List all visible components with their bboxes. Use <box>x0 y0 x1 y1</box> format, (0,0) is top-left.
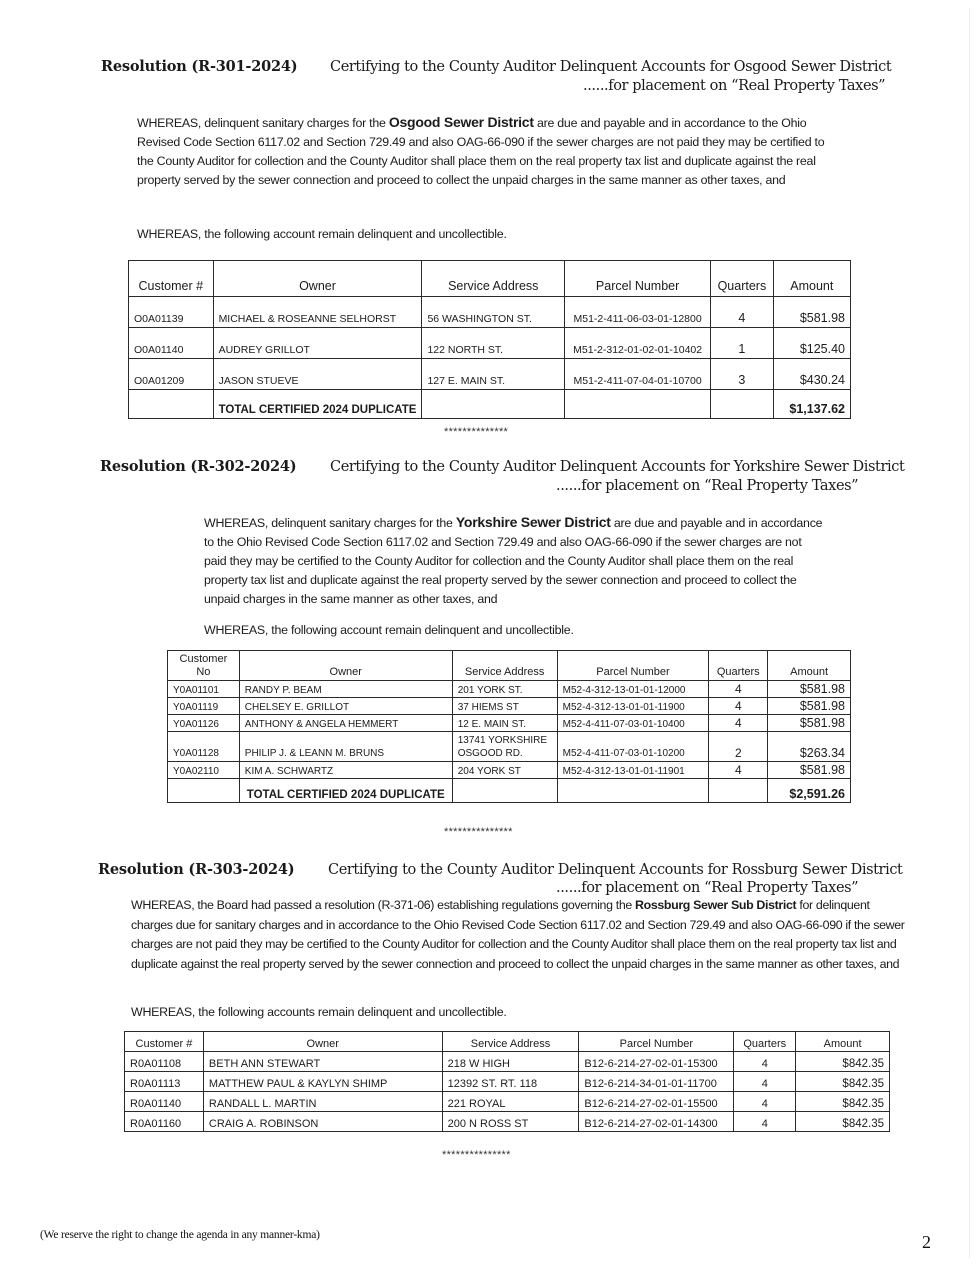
district-name: Osgood Sewer District <box>388 114 534 130</box>
resolution-subtitle: ......for placement on “Real Property Taxes” <box>556 478 859 494</box>
page-number: 2 <box>922 1232 931 1252</box>
header-amount: Amount <box>773 261 850 297</box>
owner: JASON STUEVE <box>213 359 422 390</box>
header-owner: Owner <box>239 651 452 681</box>
service-address: 200 N ROSS ST <box>442 1112 579 1132</box>
table-row <box>125 1072 890 1092</box>
service-address: 122 NORTH ST. <box>422 328 565 359</box>
owner: MATTHEW PAUL & KAYLYN SHIMP <box>203 1072 442 1092</box>
parcel-number: B12-6-214-27-02-01-15300 <box>579 1052 734 1072</box>
whereas-paragraph-1: WHEREAS, delinquent sanitary charges for the Osgood Sewer District are due and payable and in accordance to the Ohio Revised Code Section 6117.02 and Section 729.49 and also OAG-66-090 if the sewer charges are not paid they may be certified to the County Auditor for collection and the County Auditor shall place them on the real property tax list and duplicate against the real property served by the sewer connection and proceed to collect the unpaid charges in the same manner as other taxes, and <box>137 114 825 187</box>
service-address: 12392 ST. RT. 118 <box>442 1072 579 1092</box>
owner: BETH ANN STEWART <box>203 1052 442 1072</box>
quarters: 4 <box>734 1092 796 1112</box>
empty-cell <box>168 779 240 803</box>
amount: $842.35 <box>796 1072 890 1092</box>
section-separator: *************** <box>442 1149 511 1161</box>
header-quarters: Quarters <box>711 261 774 297</box>
table-row <box>125 1092 890 1112</box>
customer-id: R0A01140 <box>125 1092 204 1112</box>
amount: $581.98 <box>768 715 851 732</box>
owner: MICHAEL & ROSEANNE SELHORST <box>213 297 422 328</box>
table-row <box>125 1052 890 1072</box>
header-service-address: Service Address <box>442 1032 579 1052</box>
service-address: 204 YORK ST <box>452 762 557 779</box>
empty-cell <box>422 390 565 419</box>
amount: $125.40 <box>773 328 850 359</box>
header-owner: Owner <box>203 1032 442 1052</box>
resolution-subtitle: ......for placement on “Real Property Taxes” <box>583 78 886 94</box>
header-service-address: Service Address <box>452 651 557 681</box>
header-quarters: Quarters <box>709 651 768 681</box>
owner: PHILIP J. & LEANN M. BRUNS <box>239 732 452 762</box>
section-separator: ************** <box>444 426 509 438</box>
service-address: 56 WASHINGTON ST. <box>422 297 565 328</box>
table-row <box>129 328 851 359</box>
parcel-number: M52-4-411-07-03-01-10200 <box>557 732 709 762</box>
page-edge <box>969 8 970 1258</box>
owner: ANTHONY & ANGELA HEMMERT <box>239 715 452 732</box>
service-address: 13741 YORKSHIRE OSGOOD RD. <box>452 732 557 762</box>
parcel-number: M51-2-312-01-02-01-10402 <box>565 328 711 359</box>
owner: KIM A. SCHWARTZ <box>239 762 452 779</box>
district-name: Rossburg Sewer Sub District <box>635 898 797 912</box>
customer-id: Y0A02110 <box>168 762 240 779</box>
customer-id: Y0A01101 <box>168 681 240 698</box>
owner: RANDALL L. MARTIN <box>203 1092 442 1112</box>
parcel-number: M52-4-312-13-01-01-12000 <box>557 681 709 698</box>
resolution-number: Resolution (R-303-2024) <box>98 861 295 878</box>
header-customer: Customer # <box>125 1032 204 1052</box>
parcel-number: M51-2-411-07-04-01-10700 <box>565 359 711 390</box>
customer-id: O0A01209 <box>129 359 214 390</box>
parcel-number: M52-4-312-13-01-01-11900 <box>557 698 709 715</box>
parcel-number: B12-6-214-27-02-01-15500 <box>579 1092 734 1112</box>
table-row <box>168 681 851 698</box>
empty-cell <box>565 390 711 419</box>
whereas-paragraph-1: WHEREAS, delinquent sanitary charges for the Yorkshire Sewer District are due and payable and in accordance to the Ohio Revised Code Section 6117.02 and Section 729.49 and also OAG-66-090 if the sewer charges are not paid they may be certified to the County Auditor for collection and the County Auditor shall place them on the real property tax list and duplicate against the real property served by the sewer connection and proceed to collect the unpaid charges in the same manner as other taxes, and <box>204 514 823 606</box>
footer-disclaimer: (We reserve the right to change the agenda in any manner-kma) <box>40 1229 320 1241</box>
empty-cell <box>709 779 768 803</box>
quarters: 4 <box>711 297 774 328</box>
customer-id: R0A01108 <box>125 1052 204 1072</box>
table-header-row <box>125 1032 890 1052</box>
resolution-subtitle: ......for placement on “Real Property Taxes” <box>556 880 859 896</box>
service-address: 127 E. MAIN ST. <box>422 359 565 390</box>
customer-id: O0A01139 <box>129 297 214 328</box>
customer-id: R0A01113 <box>125 1072 204 1092</box>
customer-id: O0A01140 <box>129 328 214 359</box>
table-row <box>168 762 851 779</box>
amount: $842.35 <box>796 1092 890 1112</box>
whereas-paragraph-2: WHEREAS, the following account remain delinquent and uncollectible. <box>137 227 507 241</box>
header-quarters: Quarters <box>734 1032 796 1052</box>
customer-id: Y0A01126 <box>168 715 240 732</box>
amount: $581.98 <box>768 698 851 715</box>
table-header-row <box>168 651 851 681</box>
amount: $842.35 <box>796 1112 890 1132</box>
quarters: 4 <box>709 698 768 715</box>
empty-cell <box>711 390 774 419</box>
header-service-address: Service Address <box>422 261 565 297</box>
quarters: 4 <box>709 681 768 698</box>
whereas-paragraph-2: WHEREAS, the following accounts remain delinquent and uncollectible. <box>131 1005 507 1019</box>
service-address: 218 W HIGH <box>442 1052 579 1072</box>
header-parcel-number: Parcel Number <box>557 651 709 681</box>
table-row <box>129 359 851 390</box>
owner: CRAIG A. ROBINSON <box>203 1112 442 1132</box>
quarters: 2 <box>709 732 768 762</box>
amount: $581.98 <box>768 762 851 779</box>
resolution-number: Resolution (R-302-2024) <box>100 458 297 475</box>
header-customer: Customer No <box>168 651 240 681</box>
customer-id: Y0A01119 <box>168 698 240 715</box>
amount: $430.24 <box>773 359 850 390</box>
parcel-number: B12-6-214-27-02-01-14300 <box>579 1112 734 1132</box>
service-address: 12 E. MAIN ST. <box>452 715 557 732</box>
whereas-paragraph-1: WHEREAS, the Board had passed a resolution (R-371-06) establishing regulations governing the Rossburg Sewer Sub District for delinquent charges due for sanitary charges and in accordance to the Ohio Revised Code Section 6117.02 and Section 729.49 and also OAG-66-090 if the sewer charges are not paid they may be certified to the County Auditor for collection and the County Auditor shall place them on the real property tax list and duplicate against the real property served by the sewer connection and proceed to collect the unpaid charges in the same manner as other taxes, and <box>131 898 905 971</box>
parcel-number: M51-2-411-06-03-01-12800 <box>565 297 711 328</box>
total-amount: $1,137.62 <box>773 390 850 419</box>
parcel-number: B12-6-214-34-01-01-11700 <box>579 1072 734 1092</box>
service-address: 37 HIEMS ST <box>452 698 557 715</box>
service-address: 201 YORK ST. <box>452 681 557 698</box>
total-label: TOTAL CERTIFIED 2024 DUPLICATE <box>213 390 422 419</box>
resolution-title: Certifying to the County Auditor Delinquent Accounts for Yorkshire Sewer District <box>330 459 905 475</box>
total-amount: $2,591.26 <box>768 779 851 803</box>
quarters: 4 <box>709 762 768 779</box>
quarters: 4 <box>734 1052 796 1072</box>
table-header-row <box>129 261 851 297</box>
table-row <box>168 715 851 732</box>
table-row <box>168 732 851 762</box>
section-separator: *************** <box>444 826 513 838</box>
quarters: 3 <box>711 359 774 390</box>
resolution-number: Resolution (R-301-2024) <box>101 58 298 75</box>
empty-cell <box>452 779 557 803</box>
table-total-row <box>168 779 851 803</box>
delinquent-accounts-table <box>167 650 851 803</box>
district-name: Yorkshire Sewer District <box>455 514 611 530</box>
header-customer: Customer # <box>129 261 214 297</box>
table-total-row <box>129 390 851 419</box>
quarters: 1 <box>711 328 774 359</box>
amount: $581.98 <box>768 681 851 698</box>
parcel-number: M52-4-411-07-03-01-10400 <box>557 715 709 732</box>
owner: CHELSEY E. GRILLOT <box>239 698 452 715</box>
amount: $581.98 <box>773 297 850 328</box>
resolution-title: Certifying to the County Auditor Delinquent Accounts for Osgood Sewer District <box>330 59 892 75</box>
header-owner: Owner <box>213 261 422 297</box>
amount: $842.35 <box>796 1052 890 1072</box>
table-row <box>129 297 851 328</box>
amount: $263.34 <box>768 732 851 762</box>
customer-id: Y0A01128 <box>168 732 240 762</box>
header-amount: Amount <box>796 1032 890 1052</box>
quarters: 4 <box>734 1112 796 1132</box>
delinquent-accounts-table <box>124 1031 890 1132</box>
customer-id: R0A01160 <box>125 1112 204 1132</box>
quarters: 4 <box>709 715 768 732</box>
service-address: 221 ROYAL <box>442 1092 579 1112</box>
header-parcel-number: Parcel Number <box>565 261 711 297</box>
total-label: TOTAL CERTIFIED 2024 DUPLICATE <box>239 779 452 803</box>
owner: AUDREY GRILLOT <box>213 328 422 359</box>
parcel-number: M52-4-312-13-01-01-11901 <box>557 762 709 779</box>
header-parcel-number: Parcel Number <box>579 1032 734 1052</box>
header-amount: Amount <box>768 651 851 681</box>
empty-cell <box>129 390 214 419</box>
quarters: 4 <box>734 1072 796 1092</box>
empty-cell <box>557 779 709 803</box>
owner: RANDY P. BEAM <box>239 681 452 698</box>
table-row <box>168 698 851 715</box>
whereas-paragraph-2: WHEREAS, the following account remain delinquent and uncollectible. <box>204 623 574 637</box>
table-row <box>125 1112 890 1132</box>
delinquent-accounts-table <box>128 260 851 419</box>
resolution-title: Certifying to the County Auditor Delinquent Accounts for Rossburg Sewer District <box>328 862 903 878</box>
